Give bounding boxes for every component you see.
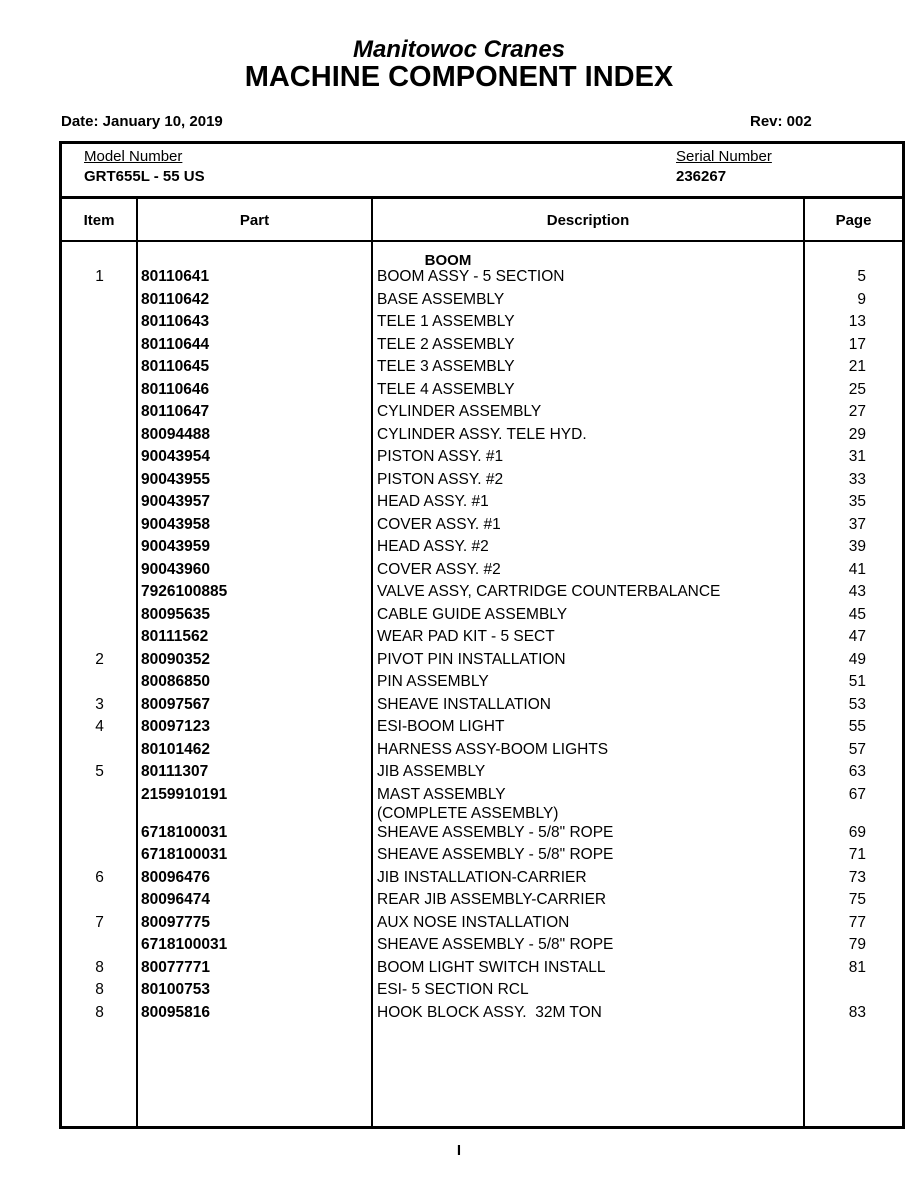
description-cell: AUX NOSE INSTALLATION — [377, 913, 570, 931]
description-cell: TELE 1 ASSEMBLY — [377, 313, 515, 330]
part-number-cell: 90043954 — [141, 448, 210, 465]
page-cell: 53 — [848, 695, 866, 713]
description-cell: CYLINDER ASSY. TELE HYD. — [377, 425, 587, 443]
page-cell: 33 — [848, 470, 866, 488]
part-number-cell: 80100753 — [141, 981, 210, 998]
table-row — [62, 402, 902, 425]
table-row — [62, 890, 902, 913]
description-cell: ESI-BOOM LIGHT — [377, 718, 505, 735]
page-cell: 45 — [848, 605, 866, 623]
part-number-cell: 90043957 — [141, 493, 210, 510]
table-row — [62, 470, 902, 493]
description-cell: SHEAVE INSTALLATION — [377, 695, 551, 713]
page-cell: 81 — [848, 958, 866, 976]
table-row — [62, 290, 902, 313]
description-cell: COVER ASSY. #1 — [377, 515, 501, 533]
table-row — [62, 980, 902, 1003]
item-cell: 7 — [95, 913, 104, 931]
table-row — [62, 357, 902, 380]
column-header-page: Page — [835, 212, 872, 229]
page-cell: 75 — [848, 891, 866, 908]
page-cell: 71 — [848, 846, 866, 863]
part-number-cell: 80110642 — [141, 290, 210, 308]
page-cell: 21 — [848, 358, 866, 375]
description-cell: BASE ASSEMBLY — [377, 290, 505, 308]
page-cell: 17 — [848, 335, 866, 353]
section-heading: BOOM — [424, 252, 472, 269]
part-number-cell: 90043959 — [141, 538, 210, 555]
page-cell: 37 — [848, 515, 866, 533]
part-number-cell: 80110647 — [141, 403, 210, 420]
part-number-cell: 80097123 — [141, 718, 210, 735]
page-cell: 25 — [848, 380, 866, 398]
page-cell: 31 — [848, 448, 866, 465]
table-row — [62, 785, 902, 823]
column-header-description: Description — [546, 212, 630, 229]
table-row — [62, 537, 902, 560]
table-row — [62, 335, 902, 358]
table-row — [62, 695, 902, 718]
part-number-cell: 6718100031 — [141, 936, 228, 953]
item-cell: 8 — [95, 981, 104, 998]
column-header-divider — [62, 240, 902, 242]
table-row — [62, 845, 902, 868]
part-number-cell: 90043955 — [141, 470, 210, 488]
page-cell: 5 — [857, 268, 866, 285]
table-row — [62, 1003, 902, 1026]
description-cell: VALVE ASSY, CARTRIDGE COUNTERBALANCE — [377, 583, 721, 600]
table-row — [62, 605, 902, 628]
revision-label: Rev: 002 — [750, 113, 812, 130]
column-header-part: Part — [239, 212, 270, 229]
part-number-cell: 80095816 — [141, 1003, 210, 1021]
description-cell: CABLE GUIDE ASSEMBLY — [377, 605, 568, 623]
part-number-cell: 6718100031 — [141, 846, 228, 863]
model-number-value: GRT655L - 55 US — [84, 168, 205, 185]
description-cell: PISTON ASSY. #1 — [377, 448, 504, 465]
description-cell: ESI- 5 SECTION RCL — [377, 981, 529, 998]
part-number-cell: 80077771 — [141, 958, 210, 976]
item-cell: 5 — [95, 763, 104, 780]
page-cell: 49 — [848, 650, 866, 668]
page-cell: 35 — [848, 493, 866, 510]
brand-title: Manitowoc Cranes — [352, 36, 566, 63]
table-row — [62, 515, 902, 538]
part-number-cell: 80097567 — [141, 695, 210, 713]
serial-number-label: Serial Number — [676, 148, 772, 165]
table-row — [62, 650, 902, 673]
page-cell: 39 — [848, 538, 866, 555]
part-number-cell: 90043960 — [141, 560, 210, 578]
table-row — [62, 740, 902, 763]
part-number-cell: 80110645 — [141, 358, 210, 375]
description-cell: HEAD ASSY. #2 — [377, 538, 489, 555]
item-cell: 3 — [95, 695, 104, 713]
page-cell: 73 — [848, 868, 866, 886]
table-row — [62, 958, 902, 981]
part-number-cell: 2159910191 — [141, 785, 228, 803]
item-cell: 2 — [95, 650, 104, 668]
description-cell: MAST ASSEMBLY (COMPLETE ASSEMBLY) — [377, 785, 559, 822]
part-number-cell: 80111562 — [141, 628, 209, 645]
page-cell: 29 — [848, 425, 866, 443]
description-cell: PISTON ASSY. #2 — [377, 470, 504, 488]
page-cell: 77 — [848, 913, 866, 931]
table-row — [62, 560, 902, 583]
page-title: MACHINE COMPONENT INDEX — [244, 61, 674, 93]
page-cell: 83 — [848, 1003, 866, 1021]
page-cell: 57 — [848, 740, 866, 758]
description-cell: JIB ASSEMBLY — [377, 763, 486, 780]
page-cell: 55 — [848, 718, 866, 735]
part-number-cell: 80110646 — [141, 380, 210, 398]
part-number-cell: 80111307 — [141, 763, 209, 780]
page-cell: 27 — [848, 403, 866, 420]
table-row — [62, 627, 902, 650]
page-number: I — [456, 1142, 462, 1159]
description-cell: TELE 2 ASSEMBLY — [377, 335, 515, 353]
page-cell: 51 — [848, 673, 866, 690]
description-cell: HEAD ASSY. #1 — [377, 493, 489, 510]
page-cell: 69 — [848, 823, 866, 841]
page-cell: 63 — [848, 763, 866, 780]
description-cell: PIVOT PIN INSTALLATION — [377, 650, 566, 668]
part-number-cell: 80097775 — [141, 913, 210, 931]
description-cell: HOOK BLOCK ASSY. 32M TON — [377, 1003, 602, 1021]
item-cell: 4 — [95, 718, 104, 735]
part-number-cell: 80096474 — [141, 891, 210, 908]
description-cell: WEAR PAD KIT - 5 SECT — [377, 628, 555, 645]
page-cell: 79 — [848, 936, 866, 953]
table-row — [62, 823, 902, 846]
page-cell: 41 — [848, 560, 866, 578]
table-row — [62, 913, 902, 936]
part-number-cell: 80086850 — [141, 673, 210, 690]
table-row — [62, 672, 902, 695]
part-number-cell: 80101462 — [141, 740, 210, 758]
table-row — [62, 935, 902, 958]
description-cell: TELE 4 ASSEMBLY — [377, 380, 515, 398]
description-cell: PIN ASSEMBLY — [377, 673, 489, 690]
document-date: Date: January 10, 2019 — [61, 113, 223, 130]
part-number-cell: 80090352 — [141, 650, 210, 668]
table-row — [62, 582, 902, 605]
component-index-table — [59, 141, 905, 1129]
item-cell: 1 — [95, 268, 104, 285]
description-cell: TELE 3 ASSEMBLY — [377, 358, 515, 375]
description-cell: SHEAVE ASSEMBLY - 5/8" ROPE — [377, 846, 614, 863]
description-cell: JIB INSTALLATION-CARRIER — [377, 868, 587, 886]
table-row — [62, 492, 902, 515]
item-cell: 6 — [95, 868, 104, 886]
table-row — [62, 267, 902, 290]
page-cell: 67 — [848, 785, 866, 803]
description-cell: HARNESS ASSY-BOOM LIGHTS — [377, 740, 609, 758]
part-number-cell: 80094488 — [141, 425, 210, 443]
part-number-cell: 6718100031 — [141, 823, 228, 841]
item-cell: 8 — [95, 958, 104, 976]
table-row — [62, 425, 902, 448]
header-divider — [62, 196, 902, 199]
serial-number-value: 236267 — [676, 168, 727, 185]
description-cell: COVER ASSY. #2 — [377, 560, 501, 578]
description-cell: REAR JIB ASSEMBLY-CARRIER — [377, 891, 607, 908]
page-cell: 9 — [857, 290, 866, 308]
part-number-cell: 80110641 — [141, 268, 210, 285]
description-cell: SHEAVE ASSEMBLY - 5/8" ROPE — [377, 823, 614, 841]
table-row — [62, 312, 902, 335]
description-cell: SHEAVE ASSEMBLY - 5/8" ROPE — [377, 936, 614, 953]
model-number-label: Model Number — [84, 148, 183, 165]
table-row — [62, 447, 902, 470]
item-cell: 8 — [95, 1003, 104, 1021]
description-cell: BOOM LIGHT SWITCH INSTALL — [377, 958, 606, 976]
table-row — [62, 380, 902, 403]
part-number-cell: 80110643 — [141, 313, 210, 330]
page-cell: 13 — [848, 313, 866, 330]
part-number-cell: 7926100885 — [141, 583, 228, 600]
part-number-cell: 90043958 — [141, 515, 210, 533]
description-cell: CYLINDER ASSEMBLY — [377, 403, 542, 420]
table-body — [62, 267, 902, 1025]
part-number-cell: 80096476 — [141, 868, 210, 886]
part-number-cell: 80110644 — [141, 335, 210, 353]
part-number-cell: 80095635 — [141, 605, 210, 623]
column-header-item: Item — [83, 212, 115, 229]
table-row — [62, 717, 902, 740]
description-cell: BOOM ASSY - 5 SECTION — [377, 268, 565, 285]
table-row — [62, 868, 902, 891]
page-cell: 43 — [848, 583, 866, 600]
table-row — [62, 762, 902, 785]
page-cell: 47 — [848, 628, 866, 645]
